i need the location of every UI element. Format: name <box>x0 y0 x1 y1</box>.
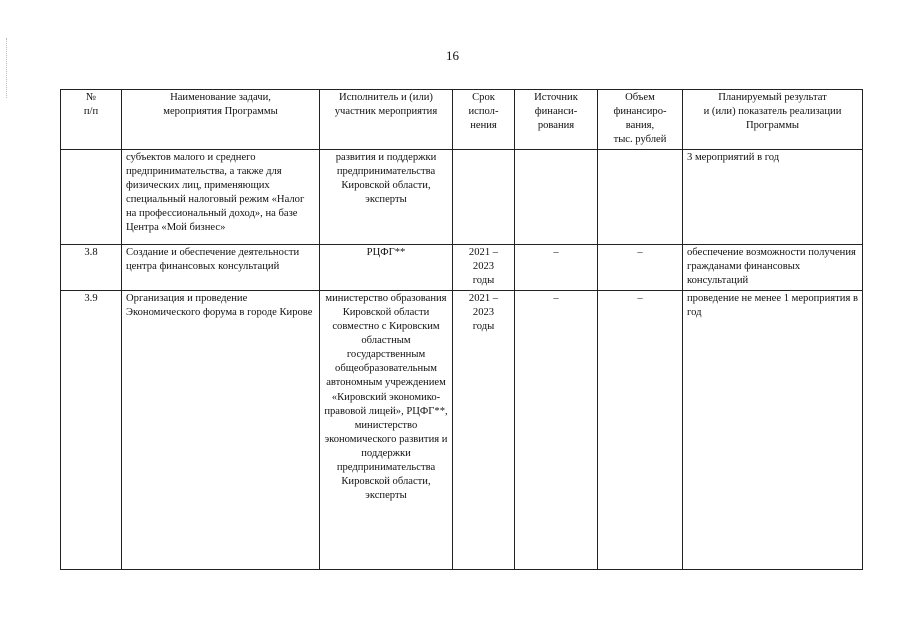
cell-executor: РЦФГ** <box>320 245 453 291</box>
cell-number <box>61 150 122 245</box>
header-task-name: Наименование задачи, мероприятия Программы <box>122 90 320 150</box>
cell-task-name: Организация и проведение Экономического форума в городе Кирове <box>122 291 320 570</box>
cell-term: 2021 – 2023 годы <box>453 245 515 291</box>
table-row <box>61 291 863 570</box>
program-table <box>60 89 863 570</box>
scan-margin-marks <box>6 38 11 98</box>
header-planned-result: Планируемый результат и (или) показатель реализации Программы <box>683 90 863 150</box>
cell-term: 2021 – 2023 годы <box>453 291 515 570</box>
header-number: № п/п <box>61 90 122 150</box>
header-funding-source: Источник финанси- рования <box>515 90 598 150</box>
header-funding-volume: Объем финансиро- вания, тыс. рублей <box>598 90 683 150</box>
cell-funding-volume: – <box>598 291 683 570</box>
cell-planned-result: 3 мероприятий в год <box>683 150 863 245</box>
table-row <box>61 150 863 245</box>
table-header-row <box>61 90 863 150</box>
cell-funding-source: – <box>515 245 598 291</box>
table-row <box>61 245 863 291</box>
header-executor: Исполнитель и (или) участник мероприятия <box>320 90 453 150</box>
cell-funding-source <box>515 150 598 245</box>
cell-term <box>453 150 515 245</box>
cell-planned-result: проведение не менее 1 мероприятия в год <box>683 291 863 570</box>
cell-number: 3.9 <box>61 291 122 570</box>
cell-funding-volume <box>598 150 683 245</box>
header-term: Срок испол- нения <box>453 90 515 150</box>
cell-funding-volume: – <box>598 245 683 291</box>
cell-planned-result: обеспечение возможности получения гражданами финансовых консультаций <box>683 245 863 291</box>
cell-task-name: субъектов малого и среднего предпринимательства, а также для физических лиц, применяющих специальный налоговый режим «Налог на профессиональный доход», на базе Центра «Мой бизнес» <box>122 150 320 245</box>
cell-number: 3.8 <box>61 245 122 291</box>
cell-executor: развития и поддержки предпринимательства Кировской области, эксперты <box>320 150 453 245</box>
cell-funding-source: – <box>515 291 598 570</box>
cell-executor: министерство образования Кировской области совместно с Кировским областным государственным общеобразовательным автономным учреждением «Кировский экономико-правовой лицей», РЦФГ**, министерство экономического развития и поддержки предпринимательства Кировской области, эксперты <box>320 291 453 570</box>
cell-task-name: Создание и обеспечение деятельности центра финансовых консультаций <box>122 245 320 291</box>
page-number: 16 <box>446 48 459 63</box>
